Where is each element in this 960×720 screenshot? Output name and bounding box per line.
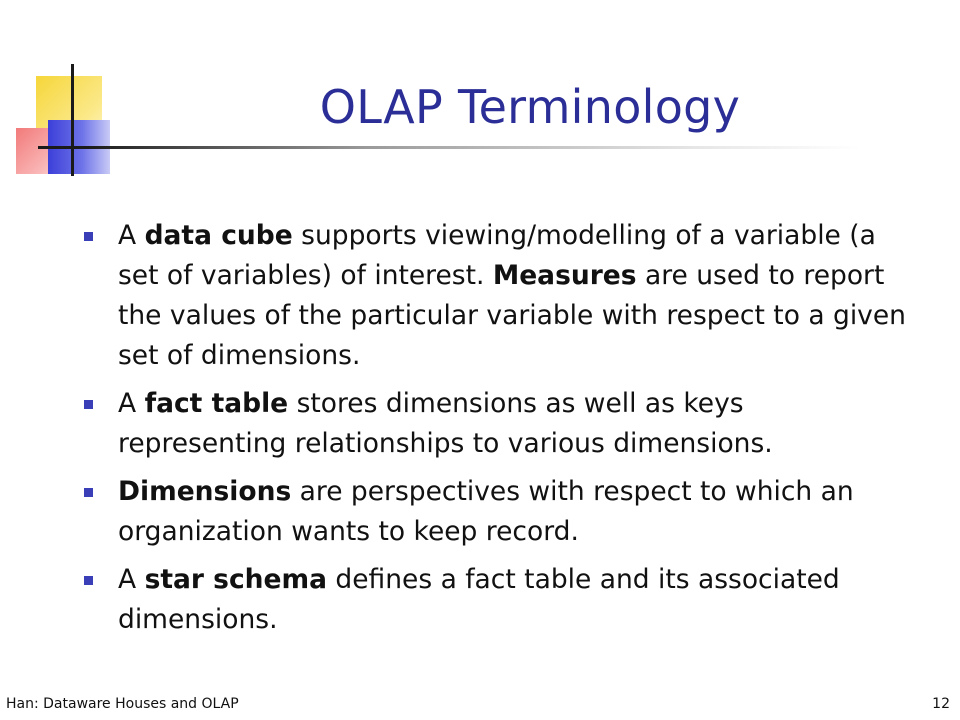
bullet-text: are perspectives with respect to which an organization wants to keep record. (118, 476, 854, 547)
logo-vertical-line (71, 64, 74, 176)
decorative-logo-blocks (0, 0, 130, 180)
bullet-item (84, 216, 914, 376)
bullet-term: star schema (144, 564, 327, 595)
bullet-text: are used to report the values of the particular variable with respect to a given set of dimensions. (118, 260, 906, 371)
bullet-term: Measures (492, 260, 637, 291)
bullet-square-icon (84, 232, 93, 241)
page-number: 12 (932, 696, 950, 712)
bullet-text: defines a fact table and its associated dimensions. (118, 564, 840, 635)
bullet-text: A (118, 388, 145, 419)
bullet-square-icon (84, 576, 93, 585)
bullet-term: Dimensions (118, 476, 292, 507)
bullet-text: A (118, 220, 145, 251)
bullet-item (84, 560, 914, 640)
bullet-square-icon (84, 488, 93, 497)
bullet-text: A (118, 564, 145, 595)
bullet-term: data cube (144, 220, 293, 251)
slide-title: OLAP Terminology (319, 80, 741, 134)
bullet-term: fact table (144, 388, 289, 419)
bullet-text: stores dimensions as well as keys representing relationships to various dimensions. (118, 388, 773, 459)
bullet-item (84, 384, 914, 464)
footer-text: Han: Dataware Houses and OLAP (6, 696, 239, 712)
title-underline (38, 146, 860, 149)
bullet-item (84, 472, 914, 552)
bullet-list (84, 216, 914, 648)
bullet-text: supports viewing/modelling of a variable (a set of variables) of interest. (118, 220, 876, 291)
bullet-square-icon (84, 400, 93, 409)
